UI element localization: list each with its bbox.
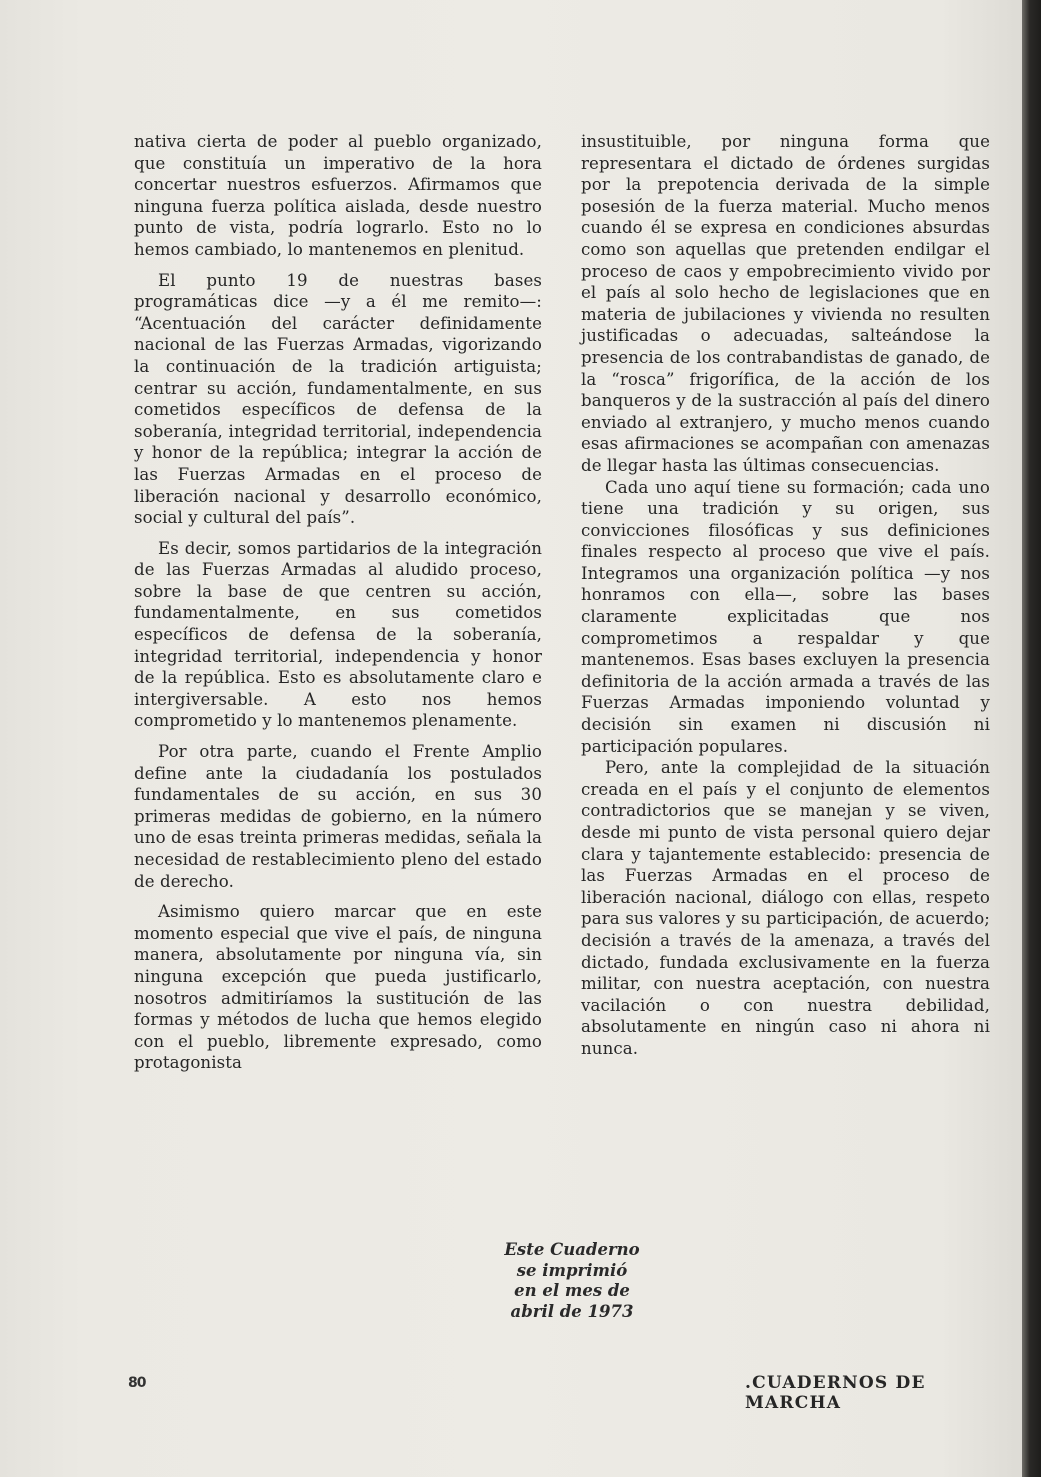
colophon-line: abril de 1973 (510, 1301, 634, 1321)
colophon (497, 1240, 647, 1322)
paragraph: Asimismo quiero marcar que en este momento especial que vive el país, de ninguna manera, absolutamente por ninguna vía, sin ninguna excepción que pueda justificarlo, nosotros admitiríamos la sustitución de las formas y métodos de lucha que hemos elegido con el pueblo, libremente expresado, como protagonista (134, 902, 542, 1073)
page-number: 80 (128, 1375, 146, 1391)
publication-title: .CUADERNOS DE MARCHA (745, 1373, 926, 1413)
paragraph: Por otra parte, cuando el Frente Amplio define ante la ciudadanía los postulados fundamentales de su acción, en sus 30 primeras medidas de gobierno, en la número uno de esas treinta primeras medidas, señala la necesidad de restablecimiento pleno del estado de derecho. (134, 742, 543, 891)
colophon-line: en el mes de (514, 1281, 630, 1300)
paragraph: Pero, ante la complejidad de la situación creada en el país y el conjunto de elementos contradictorios que se manejan y se viven, desde mi punto de vista personal quiero dejar clara y tajantemente establecido: presencia de las Fuerzas Armadas en el proceso de liberación nacional, diálogo con ellas, respeto para sus valores y su participación, de acuerdo; decisión a través de la amenaza, a través del dictado, fundada exclusivamente en la fuerza militar, con nuestra aceptación, con nuestra vacilación o con nuestra debilidad, absolutamente en ningún caso ni ahora ni nunca. (581, 758, 990, 1058)
page-edge-shadow (1022, 0, 1041, 1477)
paragraph: El punto 19 de nuestras bases programáticas dice —y a él me remito—: “Acentuación del carácter definidamente nacional de las Fuerzas Armadas, vigorizando la continuación de la tradición artiguista; centrar su acción, fundamentalmente, en sus cometidos específicos de defensa de la soberanía, integridad territorial, independencia y honor de la república; integrar la acción de las Fuerzas Armadas en el proceso de liberación nacional y desarrollo económico, social y cultural del país”. (134, 270, 542, 528)
paragraph: Cada uno aquí tiene su formación; cada uno tiene una tradición y su origen, sus convicciones filosóficas y sus definiciones finales respecto al proceso que vive el país. Integramos una organización política —y nos honramos con ella—, sobre las bases claramente explicitadas que nos comprometimos a respaldar y que mantenemos. Esas bases excluyen la presencia definitoria de la acción armada a través de las Fuerzas Armadas imponiendo voluntad y decisión sin examen ni discusión ni participación populares. (581, 477, 990, 756)
colophon-line: se imprimió (516, 1260, 628, 1280)
paragraph: insustituible, por ninguna forma que representara el dictado de órdenes surgidas por la prepotencia derivada de la simple posesión de la fuerza material. Mucho menos cuando él se expresa en condiciones absurdas como son aquellas que pretenden endilgar el proceso de caos y empobrecimiento vivido por el país al solo hecho de legislaciones que en materia de jubilaciones y vivienda no resulten justificadas o adecuadas, salteándose la presencia de los contrabandistas de ganado, de la “rosca” frigorífica, de la acción de los banqueros y de la sustracción al país del dinero enviado al extranjero, y mucho menos cuando esas afirmaciones se acompañan con amenazas de llegar hasta las últimas consecuencias. (581, 132, 990, 475)
paragraph: nativa cierta de poder al pueblo organizado, que constituía un imperativo de la hora concertar nuestros esfuerzos. Afirmamos que ninguna fuerza política aislada, desde nuestro punto de vista, podría lograrlo. Esto no lo hemos cambiado, lo mantenemos en plenitud. (134, 132, 542, 259)
paragraph: Es decir, somos partidarios de la integración de las Fuerzas Armadas al aludido proceso, sobre la base de que centren su acción, fundamentalmente, en sus cometidos específicos de defensa de la soberanía, integridad territorial, independencia y honor de la república. Esto es absolutamente claro e intergiversable. A esto nos hemos comprometido y lo mantenemos plenamente. (134, 538, 542, 731)
colophon-line: Este Cuaderno (504, 1240, 640, 1259)
right-column (581, 131, 990, 1060)
left-column (134, 131, 542, 1074)
